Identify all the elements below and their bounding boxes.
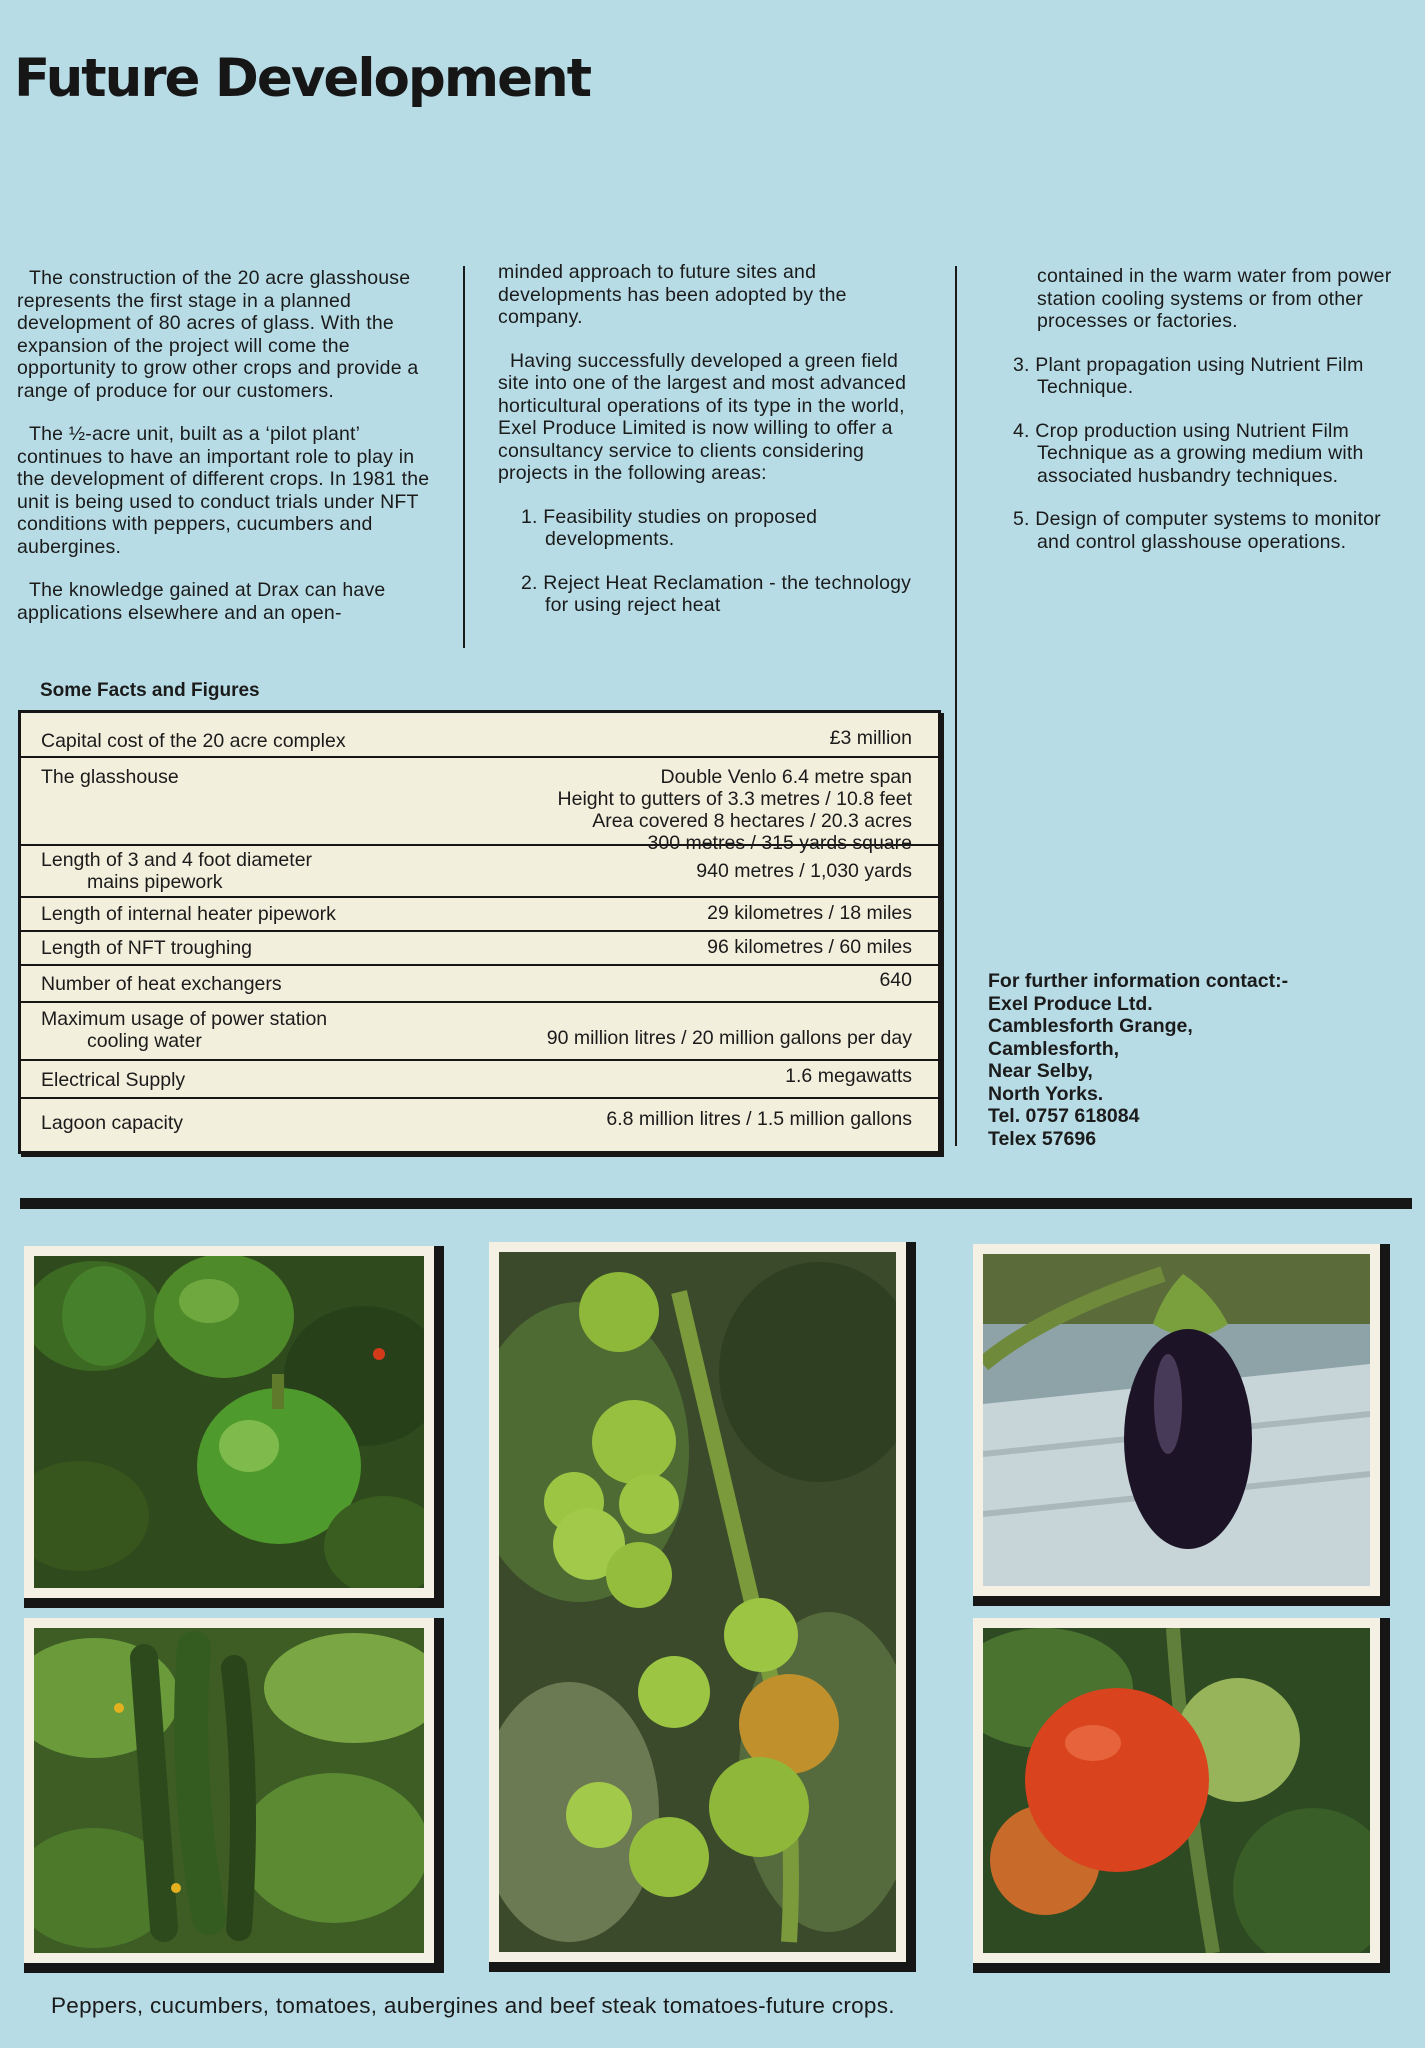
contact-line: Camblesforth Grange,	[988, 1015, 1193, 1037]
contact-line: Tel. 0757 618084	[988, 1105, 1140, 1127]
paragraph: contained in the warm water from power station cooling systems or from other processes or factories.	[1037, 265, 1392, 332]
label-line: Maximum usage of power station	[41, 1008, 328, 1030]
row-label: The glasshouse	[41, 766, 179, 788]
list-item: 3. Plant propagation using Nutrient Film Technique.	[1013, 353, 1364, 398]
contact-line: Exel Produce Ltd.	[988, 992, 1153, 1015]
row-value: 940 metres / 1,030 yards	[696, 860, 912, 882]
table-row	[21, 846, 938, 898]
contact-line: Camblesforth,	[988, 1037, 1120, 1060]
row-value: £3 million	[829, 727, 912, 749]
contact-line: For further information contact:-	[988, 970, 1289, 992]
pepper-photo	[24, 1246, 444, 1608]
paragraph: minded approach to future sites and developments has been adopted by the company.	[498, 261, 847, 328]
label-line: cooling water	[87, 1030, 202, 1052]
list-item: 4. Crop production using Nutrient Film Technique as a growing medium with associated husbandry techniques.	[1013, 419, 1364, 487]
row-label	[41, 849, 312, 893]
tomato-truss-image	[499, 1252, 896, 1952]
row-value: 29 kilometres / 18 miles	[707, 902, 912, 924]
text-column-2	[498, 261, 930, 638]
row-label: Electrical Supply	[41, 1069, 186, 1091]
pepper-image	[34, 1256, 424, 1588]
list-item: 1. Feasibility studies on proposed developments.	[521, 505, 818, 550]
row-value	[558, 766, 912, 854]
table-row	[21, 758, 938, 854]
beefsteak-tomato-photo	[973, 1618, 1390, 1973]
list-item: 5. Design of computer systems to monitor and control glasshouse operations.	[1013, 508, 1381, 553]
label-line: mains pipework	[87, 871, 223, 893]
table-row	[21, 1003, 938, 1061]
table-row	[21, 713, 938, 758]
paragraph: The ½-acre unit, built as a ‘pilot plant’ continues to have an important role to play in the development of different crops. In 1981 the unit is being used to conduct trials under NFT conditions with peppers, cucumbers and aubergines.	[17, 423, 430, 558]
aubergine-image	[983, 1254, 1370, 1586]
table-row	[21, 1061, 938, 1099]
cucumber-image	[34, 1628, 424, 1953]
paragraph: The knowledge gained at Drax can have applications elsewhere and an open-	[17, 579, 386, 624]
row-value: 640	[879, 969, 912, 991]
photo-caption: Peppers, cucumbers, tomatoes, aubergines and beef steak tomatoes-future crops.	[51, 1993, 895, 2018]
label-line: Length of 3 and 4 foot diameter	[41, 849, 313, 871]
column-divider	[463, 266, 465, 648]
table-row	[21, 898, 938, 932]
facts-heading: Some Facts and Figures	[40, 680, 260, 701]
row-label: Number of heat exchangers	[41, 973, 282, 995]
contact-line: Telex 57696	[988, 1127, 1097, 1150]
row-value: 96 kilometres / 60 miles	[707, 936, 912, 958]
aubergine-photo	[973, 1244, 1390, 1606]
table-row	[21, 932, 938, 966]
row-label: Length of internal heater pipework	[41, 903, 336, 925]
text-column-1	[17, 267, 445, 645]
cucumber-photo	[24, 1618, 444, 1973]
list-item: 2. Reject Heat Reclamation - the technology for using reject heat	[521, 571, 912, 616]
row-label: Length of NFT troughing	[41, 937, 253, 959]
text-column-3	[990, 265, 1415, 574]
contact-block	[988, 970, 1288, 1150]
row-value: 6.8 million litres / 1.5 million gallons	[606, 1108, 912, 1130]
value-line: Height to gutters of 3.3 metres / 10.8 feet	[557, 788, 912, 810]
paragraph: Having successfully developed a green field site into one of the largest and most advanced horticultural operations of its type in the world, Exel Produce Limited is now willing to offer a consultancy service to clients considering projects in the following areas:	[498, 349, 907, 484]
table-row	[21, 1099, 938, 1145]
divider-bar	[20, 1198, 1412, 1209]
value-line: 300 metres / 315 yards square	[647, 832, 912, 854]
contact-line: Near Selby,	[988, 1060, 1093, 1082]
row-label: Lagoon capacity	[41, 1112, 184, 1134]
paragraph: The construction of the 20 acre glasshouse represents the first stage in a planned development of 80 acres of glass. With the expansion of the project will come the opportunity to grow other crops and provide a range of produce for our customers.	[17, 267, 419, 402]
row-label: Capital cost of the 20 acre complex	[41, 730, 346, 752]
row-value: 90 million litres / 20 million gallons per day	[546, 1027, 912, 1049]
row-label	[41, 1008, 327, 1052]
tomato-truss-photo	[489, 1242, 916, 1972]
facts-table	[18, 710, 941, 1154]
row-value: 1.6 megawatts	[785, 1065, 912, 1087]
page-title: Future Development	[14, 48, 591, 109]
column-divider	[955, 266, 957, 1146]
contact-line: North Yorks.	[988, 1082, 1104, 1105]
value-line: Area covered 8 hectares / 20.3 acres	[592, 810, 912, 832]
table-row	[21, 966, 938, 1003]
value-line: Double Venlo 6.4 metre span	[660, 766, 912, 788]
beefsteak-tomato-image	[983, 1628, 1370, 1953]
